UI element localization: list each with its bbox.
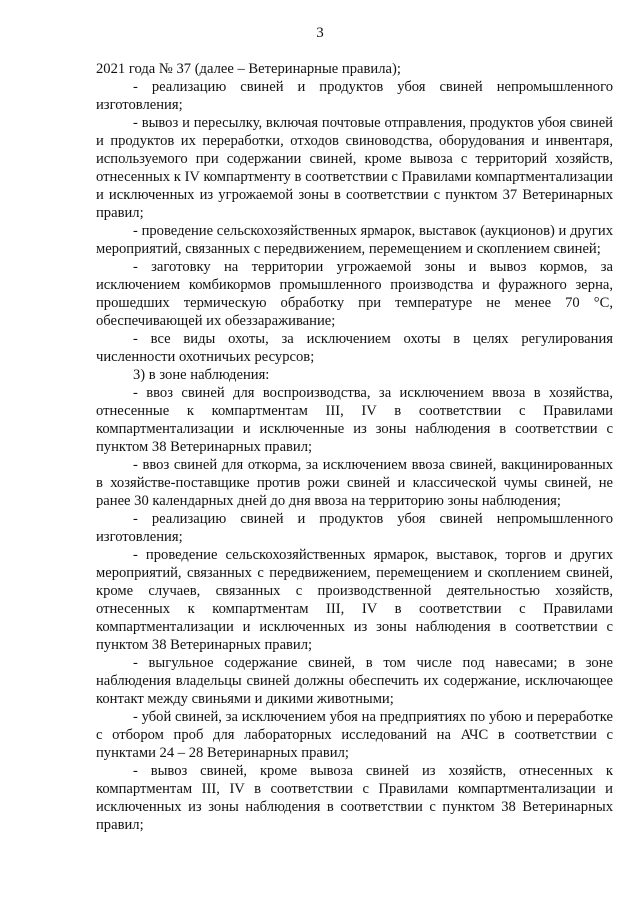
paragraph-ban-slaughter: - убой свиней, за исключением убоя на предприятиях по убою и переработке с отбором проб для лабораторных исследований на АЧС в соответствии с пунктами 24 – 28 Ветеринарных правил; [96,709,613,761]
paragraph-observation-zone-heading: 3) в зоне наблюдения: [133,367,270,383]
paragraph-ban-export-pigs: - вывоз свиней, кроме вывоза свиней из хозяйств, отнесенных к компартментам III, IV в соответствии с Правилами компартментализации и исключенных из зоны наблюдения в соответствии с пунктом 38 Ветеринарных правил; [96,763,613,833]
paragraph-ban-fairs: - проведение сельскохозяйственных ярмарок, выставок (аукционов) и других мероприятий, связанных с передвижением, перемещением и скоплением свиней; [96,223,613,257]
paragraph-ban-sale-pigs: - реализацию свиней и продуктов убоя свиней непромышленного изготовления; [96,79,613,113]
document-body [96,60,613,834]
paragraph-ban-import-breeding: - ввоз свиней для воспроизводства, за исключением ввоза в хозяйства, отнесенные к компартментам III, IV в соответствии с Правилами компартментализации и исключенные из зоны наблюдения в соответствии с пунктом 38 Ветеринарных правил; [96,385,613,455]
paragraph-ban-import-fattening: - ввоз свиней для откорма, за исключением ввоза свиней, вакцинированных в хозяйстве-поставщике против рожи свиней и классической чумы свиней, не ранее 30 календарных дней до дня ввоза на территорию зоны наблюдения; [96,457,613,509]
paragraph-ban-export-products: - вывоз и пересылку, включая почтовые отправления, продуктов убоя свиней и продуктов их переработки, отходов свиноводства, оборудования и инвентаря, используемого при содержании свиней, кроме вывоза с территорий хозяйств, отнесенных к IV компартменту в соответствии с Правилами компартментализации и исключенных из угрожаемой зоны в соответствии с пунктом 37 Ветеринарных правил; [96,115,613,221]
paragraph-ban-fairs-observation: - проведение сельскохозяйственных ярмарок, выставок, торгов и других мероприятий, связанных с передвижением, перемещением и скоплением свиней, кроме случаев, связанных с производственной деятельностью хозяйств, отнесенных к компартментам III, IV в соответствии с Правилами компартментализации и исключенных из зоны наблюдения в соответствии с пунктом 38 Ветеринарных правил; [96,547,613,653]
page-number: 3 [316,25,324,41]
paragraph-ban-feed-procurement: - заготовку на территории угрожаемой зоны и вывоз кормов, за исключением комбикормов промышленного производства и фуражного зерна, прошедших термическую обработку при температуре не менее 70 °С, обеспечивающей их обеззараживание; [96,259,613,329]
paragraph-ban-free-range: - выгульное содержание свиней, в том числе под навесами; в зоне наблюдения владельцы свиней должны обеспечить их содержание, исключающее контакт между свиньями и дикими животными; [96,655,613,707]
paragraph-ban-hunting: - все виды охоты, за исключением охоты в целях регулирования численности охотничьих ресурсов; [96,331,613,365]
paragraph-decree-reference: 2021 года № 37 (далее – Ветеринарные правила); [96,61,401,77]
paragraph-ban-sale-pigs-observation: - реализацию свиней и продуктов убоя свиней непромышленного изготовления; [96,511,613,545]
